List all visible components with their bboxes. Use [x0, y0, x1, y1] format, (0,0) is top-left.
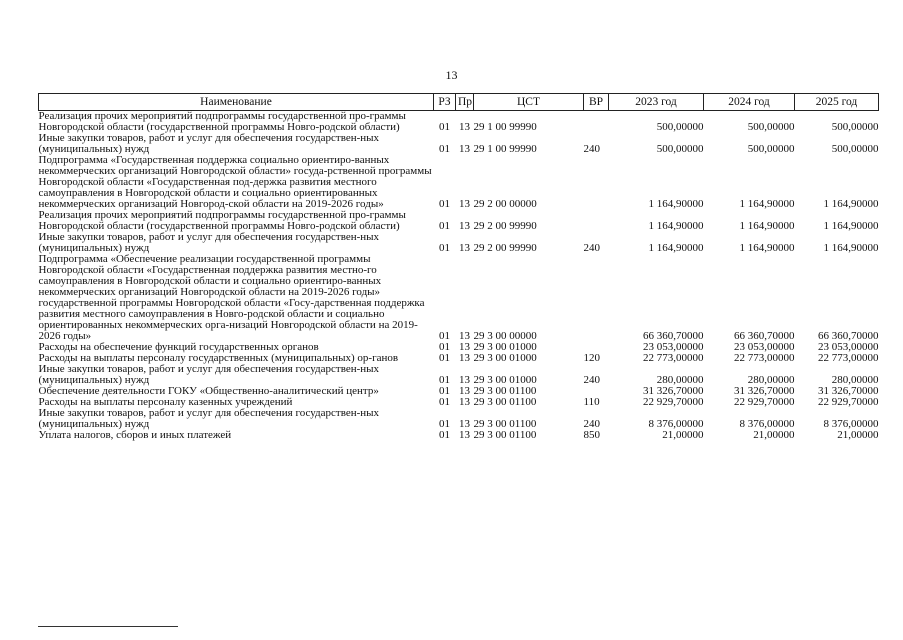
row-2023: 31 326,70000 — [643, 385, 704, 397]
row-2023: 22 773,00000 — [643, 352, 704, 364]
row-2023: 21,00000 — [662, 429, 704, 441]
row-2025: 66 360,70000 — [818, 330, 879, 342]
col-header-pr: Пр — [456, 94, 474, 111]
table-row — [39, 155, 879, 210]
row-pr: 13 — [459, 330, 470, 342]
row-2025: 1 164,90000 — [823, 220, 879, 232]
row-rz: 01 — [439, 143, 450, 155]
row-2024: 500,00000 — [747, 121, 795, 133]
col-header-2023: 2023 год — [609, 94, 704, 111]
row-2025: 280,00000 — [831, 374, 879, 386]
table-row — [39, 364, 879, 386]
row-pr: 13 — [459, 341, 470, 353]
row-cst: 29 3 00 01000 — [473, 352, 537, 364]
row-2025: 500,00000 — [831, 143, 879, 155]
row-pr: 13 — [459, 396, 470, 408]
row-pr: 13 — [459, 352, 470, 364]
row-rz: 01 — [439, 220, 450, 232]
row-pr: 13 — [459, 121, 470, 133]
row-vr: 240 — [583, 242, 600, 254]
row-2024: 1 164,90000 — [739, 220, 795, 232]
row-cst: 29 3 00 01000 — [473, 341, 537, 353]
row-name: Расходы на обеспечение функций государственных органов — [38, 341, 319, 353]
row-rz: 01 — [439, 330, 450, 342]
row-2024: 21,00000 — [753, 429, 795, 441]
row-cst: 29 3 00 01100 — [473, 396, 537, 408]
row-2023: 500,00000 — [656, 121, 704, 133]
row-2024: 23 053,00000 — [734, 341, 795, 353]
row-name: Иные закупки товаров, работ и услуг для обеспечения государствен-ных (муниципальных) нужд — [38, 363, 380, 386]
row-vr: 240 — [583, 374, 600, 386]
row-2025: 8 376,00000 — [823, 418, 879, 430]
row-vr: 850 — [583, 429, 600, 441]
row-2024: 1 164,90000 — [739, 198, 795, 210]
row-name: Расходы на выплаты персоналу государственных (муниципальных) ор-ганов — [38, 352, 399, 364]
row-rz: 01 — [439, 341, 450, 353]
row-rz: 01 — [439, 429, 450, 441]
page-number: 13 — [445, 68, 458, 82]
row-pr: 13 — [459, 418, 470, 430]
row-cst: 29 2 00 99990 — [473, 220, 537, 232]
row-2023: 22 929,70000 — [643, 396, 704, 408]
table-row — [39, 408, 879, 430]
table-row — [39, 430, 879, 441]
row-2025: 23 053,00000 — [818, 341, 879, 353]
row-rz: 01 — [439, 242, 450, 254]
table-row — [39, 210, 879, 232]
row-2025: 1 164,90000 — [823, 242, 879, 254]
row-rz: 01 — [439, 198, 450, 210]
row-cst: 29 3 00 01100 — [473, 418, 537, 430]
col-header-vr: ВР — [584, 94, 609, 111]
row-2025: 22 929,70000 — [818, 396, 879, 408]
row-cst: 29 2 00 00000 — [473, 198, 537, 210]
row-cst: 29 1 00 99990 — [473, 121, 537, 133]
row-rz: 01 — [439, 396, 450, 408]
table-row — [39, 232, 879, 254]
row-2023: 23 053,00000 — [643, 341, 704, 353]
table-header-row — [39, 94, 879, 111]
row-2024: 22 929,70000 — [734, 396, 795, 408]
col-header-2025: 2025 год — [795, 94, 879, 111]
row-2025: 31 326,70000 — [818, 385, 879, 397]
row-2024: 31 326,70000 — [734, 385, 795, 397]
col-header-cst: ЦСТ — [474, 94, 584, 111]
row-pr: 13 — [459, 198, 470, 210]
row-2024: 8 376,00000 — [739, 418, 795, 430]
row-name: Иные закупки товаров, работ и услуг для обеспечения государствен-ных (муниципальных) нужд — [38, 407, 380, 430]
col-header-name: Наименование — [39, 94, 434, 111]
row-2025: 22 773,00000 — [818, 352, 879, 364]
row-pr: 13 — [459, 429, 470, 441]
row-vr — [584, 155, 609, 210]
row-vr: 240 — [583, 418, 600, 430]
row-name: Иные закупки товаров, работ и услуг для обеспечения государствен-ных (муниципальных) нужд — [38, 231, 380, 254]
row-vr — [584, 111, 609, 134]
row-2024: 66 360,70000 — [734, 330, 795, 342]
row-pr: 13 — [459, 385, 470, 397]
row-2023: 1 164,90000 — [648, 242, 704, 254]
row-2023: 1 164,90000 — [648, 220, 704, 232]
row-cst: 29 3 00 01100 — [473, 429, 537, 441]
row-pr: 13 — [459, 143, 470, 155]
row-2024: 500,00000 — [747, 143, 795, 155]
row-2024: 1 164,90000 — [739, 242, 795, 254]
row-2023: 500,00000 — [656, 143, 704, 155]
row-name: Подпрограмма «Обеспечение реализации государственной программы Новгородской области «Государственная поддержка развития местно-го самоуправления в Новгородской области и социально ориентиро-ванных некоммерческих организаций Новгородской области на 2019-2026 годы» государственной программы Новгородской области «Госу-дарственная поддержка развития местного самоуправления в Новго-родской области и социально ориентированных некоммерческих орга-низаций Новгородской области на 2019-2026 годы» — [38, 253, 425, 342]
row-vr: 110 — [583, 396, 600, 408]
budget-table — [38, 93, 879, 441]
row-name: Обеспечение деятельности ГОКУ «Общественно-аналитический центр» — [38, 385, 379, 397]
row-name: Расходы на выплаты персоналу казенных учреждений — [38, 396, 293, 408]
row-cst: 29 2 00 99990 — [473, 242, 537, 254]
row-cst: 29 3 00 01000 — [473, 374, 537, 386]
row-rz: 01 — [439, 121, 450, 133]
table-row — [39, 133, 879, 155]
col-header-2024: 2024 год — [704, 94, 795, 111]
row-2025: 1 164,90000 — [823, 198, 879, 210]
row-cst: 29 3 00 01100 — [473, 385, 537, 397]
row-name: Реализация прочих мероприятий подпрограммы государственной про-граммы Новгородской области (государственной программы Новго-родской области) — [38, 209, 406, 232]
row-vr: 120 — [583, 352, 600, 364]
row-rz: 01 — [439, 374, 450, 386]
row-vr — [584, 254, 609, 342]
row-name: Подпрограмма «Государственная поддержка социально ориентиро-ванных некоммерческих организаций Новгородской области» госуда-рственной программы Новгородской области «Государственная под-держка развития местного самоуправления в Новгородской области и социально ориентированных некоммерческих организаций Новгород-ской области на 2019-2026 годы» — [38, 154, 432, 210]
row-2023: 280,00000 — [656, 374, 704, 386]
row-2025: 500,00000 — [831, 121, 879, 133]
row-2023: 8 376,00000 — [648, 418, 704, 430]
row-pr: 13 — [459, 242, 470, 254]
row-2023: 1 164,90000 — [648, 198, 704, 210]
table-row — [39, 254, 879, 342]
row-vr — [584, 210, 609, 232]
row-2024: 280,00000 — [747, 374, 795, 386]
row-name: Реализация прочих мероприятий подпрограммы государственной про-граммы Новгородской области (государственной программы Новго-родской области) — [38, 110, 406, 133]
row-pr: 13 — [459, 220, 470, 232]
row-vr: 240 — [583, 143, 600, 155]
row-cst: 29 3 00 00000 — [473, 330, 537, 342]
row-2023: 66 360,70000 — [643, 330, 704, 342]
col-header-rz: РЗ — [434, 94, 456, 111]
row-2025: 21,00000 — [837, 429, 879, 441]
table-row — [39, 111, 879, 134]
row-rz: 01 — [439, 385, 450, 397]
row-name: Уплата налогов, сборов и иных платежей — [38, 429, 232, 441]
row-rz: 01 — [439, 352, 450, 364]
row-rz: 01 — [439, 418, 450, 430]
row-name: Иные закупки товаров, работ и услуг для обеспечения государствен-ных (муниципальных) нужд — [38, 132, 380, 155]
row-2024: 22 773,00000 — [734, 352, 795, 364]
row-cst: 29 1 00 99990 — [473, 143, 537, 155]
row-pr: 13 — [459, 374, 470, 386]
footnote-divider — [38, 626, 178, 627]
